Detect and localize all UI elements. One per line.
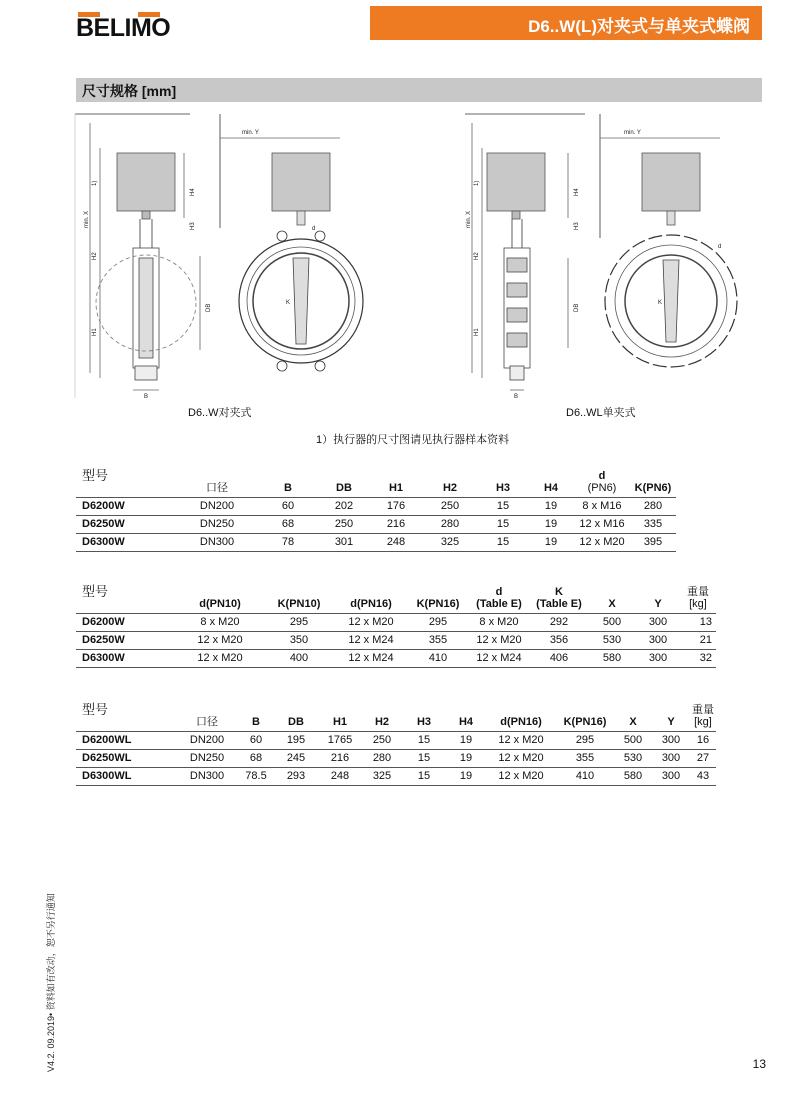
col-size: 口径 xyxy=(196,716,218,728)
table-row xyxy=(76,750,716,768)
cell: 500 xyxy=(602,616,622,628)
cell: 12 x M20 xyxy=(476,634,522,646)
dimension-table-wl xyxy=(76,704,716,786)
cell: DN250 xyxy=(189,752,225,764)
cell: 335 xyxy=(643,518,663,530)
cell: 395 xyxy=(643,536,663,548)
col-y: Y xyxy=(654,598,662,610)
lug-front-view xyxy=(600,114,737,367)
cell: D6300WL xyxy=(82,770,132,782)
col-d-pn10: d(PN10) xyxy=(199,598,241,610)
belimo-logo: BELIMO xyxy=(76,14,171,42)
col-h2: H2 xyxy=(442,482,458,494)
col-h4: H4 xyxy=(543,482,559,494)
cell: 295 xyxy=(289,616,309,628)
col-k-pn10: K(PN10) xyxy=(277,598,321,610)
cell: 60 xyxy=(281,500,295,512)
table-row xyxy=(76,614,716,632)
label-note1-wl: 1) xyxy=(474,180,480,186)
cell: 12 x M20 xyxy=(498,752,544,764)
col-h1: H1 xyxy=(332,716,348,728)
table-row xyxy=(76,632,716,650)
cell: 248 xyxy=(330,770,350,782)
cell: 15 xyxy=(496,500,510,512)
cell: 15 xyxy=(496,536,510,548)
col-b: B xyxy=(252,716,260,728)
cell: DN300 xyxy=(199,536,235,548)
label-minx-wl: min. X xyxy=(466,210,472,228)
table-row xyxy=(76,650,716,668)
cell: 245 xyxy=(286,752,306,764)
cell: 13 xyxy=(699,616,712,628)
table-row xyxy=(76,516,676,534)
revision-note: V4.2. 09.2019• 资料如有改动，恕不另行通知 xyxy=(46,893,56,1072)
col-h4: H4 xyxy=(458,716,474,728)
label-miny-wl: min. Y xyxy=(624,130,641,136)
cell: 21 xyxy=(699,634,712,646)
label-k-wl: K xyxy=(658,300,663,306)
col-b: B xyxy=(284,482,292,494)
cell: 19 xyxy=(459,752,473,764)
table-row xyxy=(76,732,716,750)
col-weight-unit: [kg] xyxy=(689,598,707,610)
cell: D6200W xyxy=(82,500,125,512)
cell: 12 x M20 xyxy=(348,616,394,628)
cell: 300 xyxy=(648,616,668,628)
cell: 15 xyxy=(417,734,431,746)
label-h2-wl: H2 xyxy=(474,252,480,260)
col-model: 型号 xyxy=(82,468,109,483)
col-model: 型号 xyxy=(82,584,109,599)
col-y: Y xyxy=(667,716,675,728)
col-weight-label: 重量 xyxy=(687,586,709,598)
wafer-side-view xyxy=(75,114,212,400)
col-weight xyxy=(680,586,716,614)
cell: 250 xyxy=(334,518,354,530)
cell: 580 xyxy=(602,652,622,664)
document-title: D6..W(L)对夹式与单夹式蝶阀 xyxy=(528,17,750,36)
cell: 300 xyxy=(661,752,681,764)
col-size: 口径 xyxy=(206,482,228,494)
col-weight-unit: [kg] xyxy=(694,716,712,728)
label-h3: H3 xyxy=(190,222,196,230)
cell: 292 xyxy=(549,616,569,628)
cell: 355 xyxy=(428,634,448,646)
label-b-wl: B xyxy=(514,394,519,400)
cell: 19 xyxy=(544,500,558,512)
col-d-sub: (Table E) xyxy=(476,598,522,610)
col-d-pn16: d(PN16) xyxy=(350,598,392,610)
cell: 15 xyxy=(417,770,431,782)
col-k-pn16: K(PN16) xyxy=(563,716,607,728)
cell: 12 x M20 xyxy=(498,770,544,782)
label-h2: H2 xyxy=(92,252,98,260)
cell: DN250 xyxy=(199,518,235,530)
cell: D6300W xyxy=(82,652,125,664)
label-k: K xyxy=(286,300,291,306)
col-model: 型号 xyxy=(82,702,109,717)
cell: 350 xyxy=(289,634,309,646)
col-x: X xyxy=(608,598,616,610)
label-db: DB xyxy=(206,303,212,312)
cell: 410 xyxy=(428,652,448,664)
pressure-table-w xyxy=(76,586,716,668)
col-k-pn6: K(PN6) xyxy=(634,482,672,494)
cell: 300 xyxy=(648,634,668,646)
cell: 19 xyxy=(544,518,558,530)
cell: 195 xyxy=(286,734,306,746)
label-miny: min. Y xyxy=(242,130,259,136)
label-h4: H4 xyxy=(190,188,196,196)
label-b: B xyxy=(144,394,149,400)
col-h2: H2 xyxy=(374,716,390,728)
cell: 293 xyxy=(286,770,306,782)
cell: 12 x M24 xyxy=(476,652,522,664)
cell: 12 x M20 xyxy=(498,734,544,746)
cell: 280 xyxy=(372,752,392,764)
cell: 19 xyxy=(459,770,473,782)
col-k-sub: (Table E) xyxy=(536,598,582,610)
table-row xyxy=(76,768,716,786)
cell: D6250W xyxy=(82,634,125,646)
cell: 12 x M20 xyxy=(579,536,625,548)
cell: 8 x M20 xyxy=(200,616,240,628)
cell: 32 xyxy=(699,652,712,664)
cell: 280 xyxy=(440,518,460,530)
col-db: DB xyxy=(288,716,304,728)
cell: 12 x M16 xyxy=(579,518,625,530)
cell: 325 xyxy=(372,770,392,782)
cell: 27 xyxy=(696,752,710,764)
label-d-wl: d xyxy=(718,244,722,250)
cell: 250 xyxy=(372,734,392,746)
cell: 300 xyxy=(661,734,681,746)
dimension-table-w xyxy=(76,470,676,552)
cell: 410 xyxy=(575,770,595,782)
cell: 400 xyxy=(289,652,309,664)
table-row xyxy=(76,534,676,552)
label-h1-wl: H1 xyxy=(474,328,480,336)
col-d-table-e xyxy=(468,586,530,614)
cell: D6200W xyxy=(82,616,125,628)
col-d-sub: (PN6) xyxy=(587,482,617,494)
label-h3-wl: H3 xyxy=(574,222,580,230)
cell: 68 xyxy=(249,752,263,764)
cell: D6250W xyxy=(82,518,125,530)
cell: 78 xyxy=(281,536,295,548)
col-k-label: K xyxy=(555,586,563,598)
cell: 78.5 xyxy=(245,770,267,782)
col-d-label: d xyxy=(495,586,503,598)
cell: 216 xyxy=(386,518,406,530)
cell: 15 xyxy=(496,518,510,530)
cell: 12 x M24 xyxy=(348,652,394,664)
col-d-pn16: d(PN16) xyxy=(500,716,542,728)
cell: DN200 xyxy=(189,734,225,746)
cell: 355 xyxy=(575,752,595,764)
wafer-front-view xyxy=(220,114,363,371)
col-k-pn16: K(PN16) xyxy=(416,598,460,610)
col-x: X xyxy=(629,716,637,728)
label-db-wl: DB xyxy=(574,303,580,312)
col-h3: H3 xyxy=(495,482,511,494)
cell: 248 xyxy=(386,536,406,548)
cell: 301 xyxy=(334,536,354,548)
cell: 12 x M24 xyxy=(348,634,394,646)
cell: 280 xyxy=(643,500,663,512)
cell: 325 xyxy=(440,536,460,548)
label-minx: min. X xyxy=(84,210,90,228)
cell: D6250WL xyxy=(82,752,132,764)
cell: 580 xyxy=(623,770,643,782)
col-h3: H3 xyxy=(416,716,432,728)
cell: 8 x M20 xyxy=(479,616,519,628)
cell: 43 xyxy=(696,770,710,782)
cell: 12 x M20 xyxy=(197,652,243,664)
table-row xyxy=(76,498,676,516)
drawing-caption-lug: D6..WL单夹式 xyxy=(566,407,636,419)
cell: 60 xyxy=(249,734,263,746)
cell: 68 xyxy=(281,518,295,530)
col-d-pn6 xyxy=(574,470,630,498)
cell: 250 xyxy=(440,500,460,512)
cell: 19 xyxy=(544,536,558,548)
cell: 295 xyxy=(428,616,448,628)
section-title: 尺寸规格 [mm] xyxy=(82,83,177,99)
dimension-drawings xyxy=(60,108,760,428)
label-h1: H1 xyxy=(92,328,98,336)
cell: 15 xyxy=(417,752,431,764)
cell: 202 xyxy=(334,500,354,512)
cell: 300 xyxy=(648,652,668,664)
cell: 8 x M16 xyxy=(582,500,622,512)
page-number: 13 xyxy=(752,1057,766,1071)
cell: DN200 xyxy=(199,500,235,512)
col-h1: H1 xyxy=(388,482,404,494)
drawing-caption-wafer: D6..W对夹式 xyxy=(188,407,252,419)
cell: 356 xyxy=(549,634,569,646)
col-d-label: d xyxy=(598,470,606,482)
cell: 500 xyxy=(623,734,643,746)
header-bar xyxy=(370,6,762,40)
label-note1: 1) xyxy=(92,180,98,186)
cell: 19 xyxy=(459,734,473,746)
cell: 16 xyxy=(696,734,710,746)
cell: 300 xyxy=(661,770,681,782)
col-weight-label: 重量 xyxy=(692,704,714,716)
cell: 530 xyxy=(623,752,643,764)
col-weight xyxy=(690,704,716,732)
col-k-table-e xyxy=(530,586,588,614)
cell: 176 xyxy=(386,500,406,512)
cell: D6300W xyxy=(82,536,125,548)
cell: DN300 xyxy=(189,770,225,782)
cell: 406 xyxy=(549,652,569,664)
label-d: d xyxy=(312,226,316,232)
cell: 530 xyxy=(602,634,622,646)
label-h4-wl: H4 xyxy=(574,188,580,196)
section-bar xyxy=(76,78,762,102)
footnote: 1）执行器的尺寸图请见执行器样本资料 xyxy=(316,434,510,446)
cell: 1765 xyxy=(327,734,353,746)
cell: D6200WL xyxy=(82,734,132,746)
lug-side-view xyxy=(465,114,585,400)
cell: 216 xyxy=(330,752,350,764)
cell: 12 x M20 xyxy=(197,634,243,646)
cell: 295 xyxy=(575,734,595,746)
col-db: DB xyxy=(336,482,352,494)
